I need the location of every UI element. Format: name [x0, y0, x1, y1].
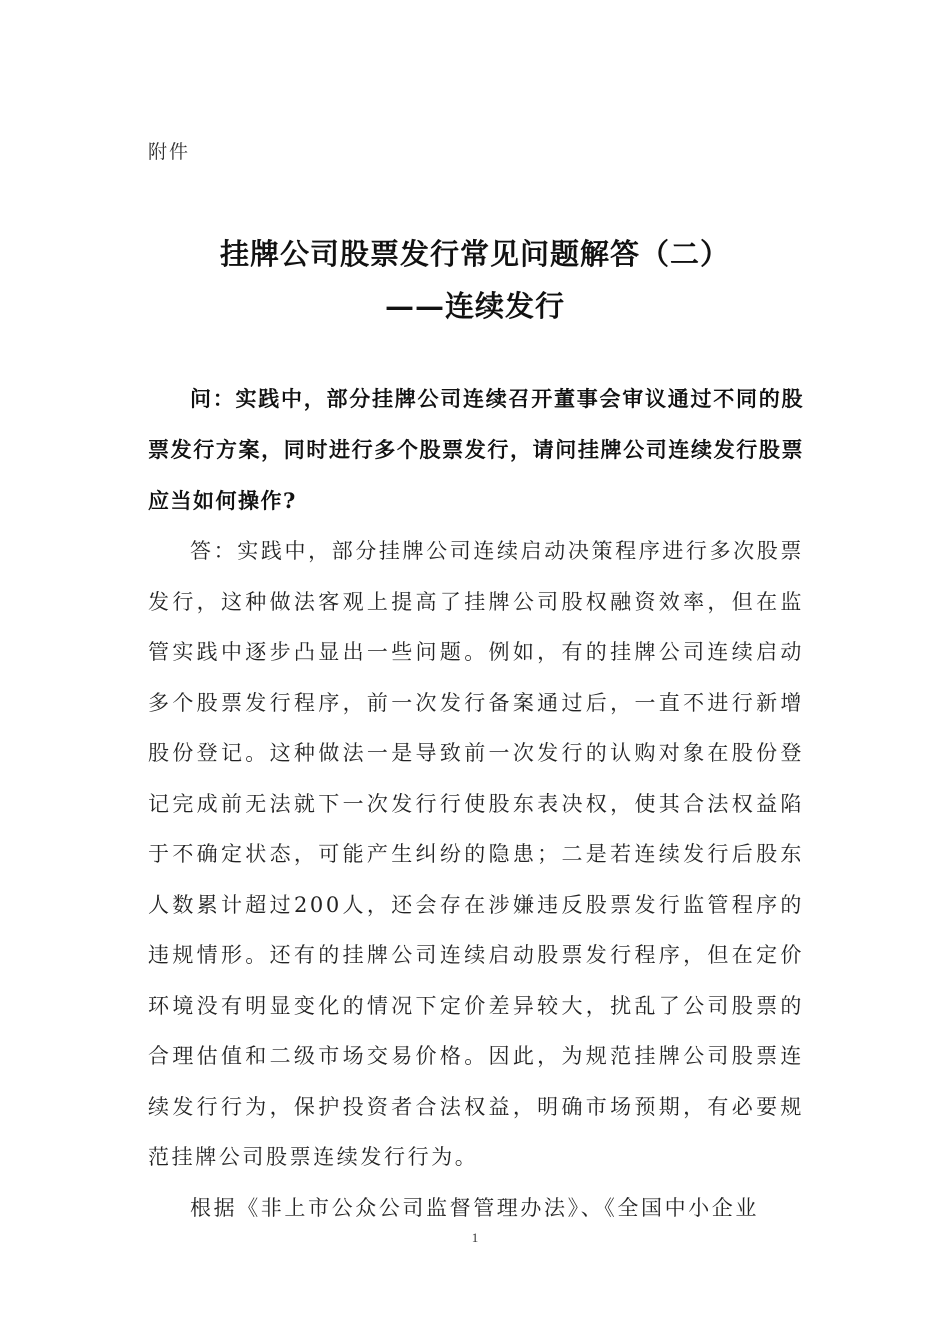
document-body: [148, 373, 804, 1233]
attachment-label: 附件: [148, 141, 191, 163]
title-line-main: 挂牌公司股票发行常见问题解答（二）: [219, 237, 730, 271]
answer-paragraph: 答：实践中，部分挂牌公司连续启动决策程序进行多次股票发行，这种做法客观上提高了挂牌公司股权融资效率，但在监管实践中逐步凸显出一些问题。例如，有的挂牌公司连续启动多个股票发行程序，前一次发行备案通过后，一直不进行新增股份登记。这种做法一是导致前一次发行的认购对象在股份登记完成前无法就下一次发行行使股东表决权，使其合法权益陷于不确定状态，可能产生纠纷的隐患；二是若连续发行后股东人数累计超过200人，还会存在涉嫌违反股票发行监管程序的违规情形。还有的挂牌公司连续启动股票发行程序，但在定价环境没有明显变化的情况下定价差异较大，扰乱了公司股票的合理估值和二级市场交易价格。因此，为规范挂牌公司股票连续发行行为，保护投资者合法权益，明确市场预期，有必要规范挂牌公司股票连续发行行为。: [148, 539, 804, 1169]
basis-paragraph: 根据《非上市公众公司监督管理办法》、《全国中小企业: [190, 1195, 759, 1220]
document-title: [0, 228, 950, 332]
title-line-subtitle: ——连续发行: [384, 289, 565, 323]
page-number: 1: [471, 1230, 479, 1245]
question-paragraph: 问：实践中，部分挂牌公司连续召开董事会审议通过不同的股票发行方案，同时进行多个股票发行，请问挂牌公司连续发行股票应当如何操作?: [148, 386, 804, 513]
